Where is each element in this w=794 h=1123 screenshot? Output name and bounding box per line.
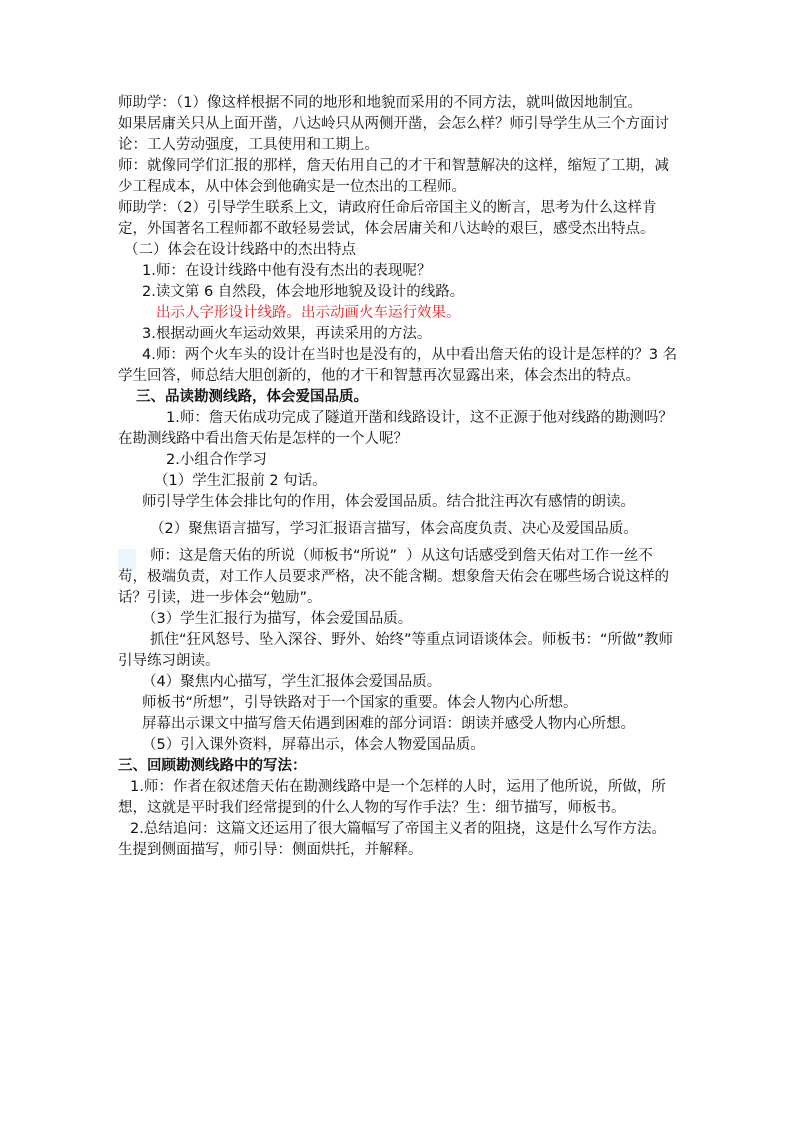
- paragraph: 师板书“所想”，引导铁路对于一个国家的重要。体会人物内心所想。: [142, 695, 578, 711]
- paragraph: 屏幕出示课文中描写詹天佑遇到困难的部分词语：朗读并感受人物内心所想。: [142, 716, 635, 732]
- paragraph: 师引导学生体会排比句的作用，体会爱国品质。结合批注再次有感情的朗读。: [142, 494, 635, 510]
- paragraph: 3.根据动画火车运动效果，再读采用的方法。: [142, 326, 432, 342]
- paragraph: 1.师：作者在叙述詹天佑在勘测线路中是一个怎样的人时，运用了他所说，所做，所想，这就是平时我们经常提到的什么人物的写作手法？生：细节描写，师板书。: [118, 779, 666, 816]
- paragraph: 抓住“狂风怒号、坠入深谷、野外、始终”等重点词语谈体会。师板书：“所做”教师引导练习朗读。: [118, 632, 674, 669]
- section-heading: （二）体会在设计线路中的杰出特点: [124, 242, 356, 258]
- paragraph: 师：这是詹天佑的所说（师板书“所说” ）从这句话感受到詹天佑对工作一丝不苟，极端负责，对工作人员要求严格，决不能含糊。想象詹天佑会在哪些场合说这样的话？引读，进一步体会“勉励”。: [118, 548, 669, 606]
- section-heading: 三、回顾勘测线路中的写法：: [118, 758, 307, 774]
- paragraph: （3）学生汇报行为描写，体会爱国品质。: [142, 611, 413, 627]
- section-heading: 三、品读勘测线路，体会爱国品质。: [136, 389, 368, 405]
- paragraph: （4）聚焦内心描写，学生汇报体会爱国品质。: [142, 674, 442, 690]
- paragraph: 2.读文第 6 自然段，体会地形地貌及设计的线路。: [142, 284, 465, 300]
- paragraph: 师助学：（2）引导学生联系上文，请政府任命后帝国主义的断言，思考为什么这样肯定，外国著名工程师都不敢轻易尝试，体会居庸关和八达岭的艰巨，感受杰出特点。: [118, 200, 657, 237]
- highlighted-note: 出示人字形设计线路。出示动画火车运行效果。: [156, 305, 461, 321]
- paragraph: （1）学生汇报前 2 句话。: [154, 473, 327, 489]
- paragraph: （5）引入课外资料，屏幕出示，体会人物爱国品质。: [142, 737, 485, 753]
- paragraph: 2.小组合作学习: [166, 452, 267, 468]
- paragraph: 4.师：两个火车头的设计在当时也是没有的，从中看出詹天佑的设计是怎样的？3 名学生回答，师总结大胆创新的，他的才干和智慧再次显露出来，体会杰出的特点。: [118, 347, 678, 384]
- paragraph: 师助学：（1）像这样根据不同的地形和地貌而采用的不同方法，就叫做因地制宜。: [118, 95, 642, 111]
- paragraph: （2）聚焦语言描写，学习汇报语言描写，体会高度负责、决心及爱国品质。: [150, 521, 638, 537]
- paragraph: 师：就像同学们汇报的那样，詹天佑用自己的才干和智慧解决的这样，缩短了工期，减少工程成本，从中体会到他确实是一位杰出的工程师。: [118, 158, 669, 195]
- paragraph: 1.师：在设计线路中他有没有杰出的表现呢？: [142, 263, 432, 279]
- paragraph: 1.师：詹天佑成功完成了隧道开凿和线路设计，这不正源于他对线路的勘测吗？在勘测线路中看出詹天佑是怎样的一个人呢？: [118, 410, 673, 447]
- paragraph: 2.总结追问：这篇文还运用了很大篇幅写了帝国主义者的阻挠，这是什么写作方法。生提到侧面描写，师引导：侧面烘托，并解释。: [118, 821, 666, 858]
- document-page: [118, 93, 678, 861]
- paragraph: 如果居庸关只从上面开凿，八达岭只从两侧开凿，会怎么样？师引导学生从三个方面讨论：工人劳动强度，工具使用和工期上。: [118, 116, 669, 153]
